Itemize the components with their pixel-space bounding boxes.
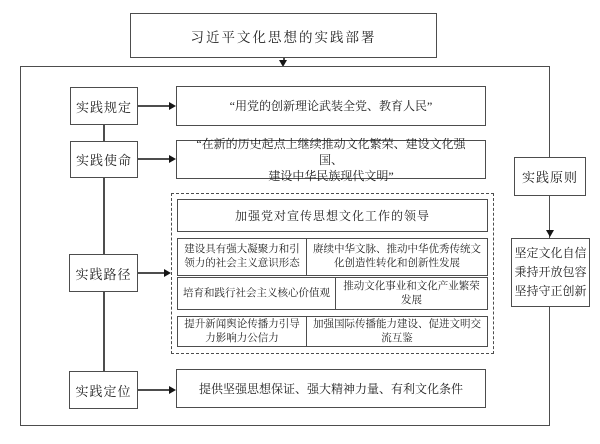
cell-text-culture-industry: 推动文化事业和文化产业繁荣发展 <box>343 280 480 306</box>
arrow-right-row2-icon <box>169 155 176 163</box>
label-practice-path: 实践路径 <box>75 266 132 282</box>
label-box-practice-positioning <box>69 371 138 409</box>
label-box-practice-mission <box>70 141 138 178</box>
cell-text-heritage: 赓续中华文脉、推动中华优秀传统文化创造性转化和创新性发展 <box>313 244 481 269</box>
principle-integrity-innovation: 坚持守正创新 <box>514 284 587 298</box>
path-cell-culture-industry <box>336 278 487 309</box>
regulation-text: “用党的创新理论武装全党、教育人民” <box>229 99 433 113</box>
arrow-line-row3 <box>138 272 165 274</box>
label-practice-regulation: 实践规定 <box>75 99 132 115</box>
cell-text-core-values: 培育和践行社会主义核心价值观 <box>183 287 330 299</box>
arrow-line-row2 <box>138 158 170 160</box>
path-cell-heritage <box>307 239 487 275</box>
mission-text-line2: 建设中华民族现代文明” <box>268 168 394 183</box>
label-practice-mission: 实践使命 <box>75 153 132 168</box>
label-box-practice-path <box>69 254 138 292</box>
principles-box <box>511 238 590 307</box>
path-header-box <box>177 199 488 232</box>
label-box-practice-regulation <box>70 87 138 125</box>
cell-text-ideology: 建设具有强大凝聚力和引领力的社会主义意识形态 <box>184 244 300 269</box>
path-cell-core-values <box>178 278 336 309</box>
arrow-line-row4 <box>138 389 170 391</box>
arrow-right-row1-icon <box>169 102 176 110</box>
path-grid-row1 <box>177 238 488 276</box>
diagram-title: 习近平文化思想的实践部署 <box>190 29 377 45</box>
path-cell-ideology <box>178 239 307 275</box>
arrow-right-row4-icon <box>169 386 176 394</box>
principle-arrow-down-icon <box>546 230 554 237</box>
content-box-regulation <box>176 86 486 126</box>
path-cell-news-opinion <box>178 317 307 346</box>
arrow-line-row1 <box>138 105 170 107</box>
label-box-practice-principle <box>514 157 586 196</box>
arrow-right-row3-icon <box>164 269 171 277</box>
label-practice-positioning: 实践定位 <box>75 383 132 399</box>
principle-cultural-confidence: 坚定文化自信 <box>514 246 587 260</box>
label-practice-principle: 实践原则 <box>521 170 578 185</box>
path-grid-row2 <box>177 277 488 310</box>
content-box-positioning <box>176 369 486 408</box>
title-box <box>130 13 437 58</box>
path-cell-intl-communication <box>307 317 487 346</box>
cell-text-news-opinion: 提升新闻舆论传播力引导力影响力公信力 <box>184 318 300 344</box>
mission-text-line1: “在新的历史起点上继续推动文化繁荣、建设文化强国、 <box>196 136 466 167</box>
content-box-mission <box>176 136 486 183</box>
cell-text-intl-communication: 加强国际传播能力建设、促进文明交流互鉴 <box>313 318 481 344</box>
principle-openness: 秉持开放包容 <box>514 265 587 279</box>
path-grid-row3 <box>177 316 488 347</box>
positioning-text: 提供坚强思想保证、强大精神力量、有利文化条件 <box>198 381 463 396</box>
path-header-text: 加强党对宣传思想文化工作的领导 <box>234 209 430 223</box>
